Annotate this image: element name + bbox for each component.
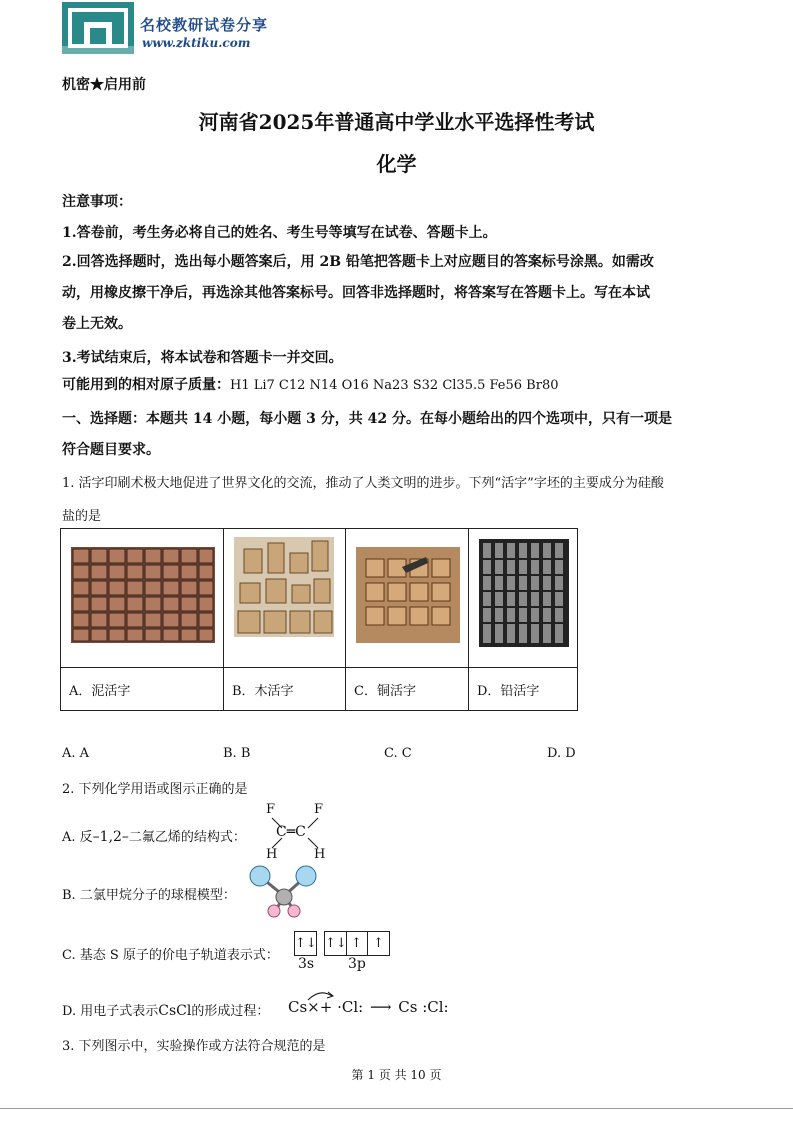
exam-subject: 化学 [376,152,417,176]
orbital-3s: ↑↓ [294,931,317,956]
label-3p: 3p [348,956,366,972]
clay-type-image [61,529,224,668]
wood-type-image [224,529,346,668]
label-3s: 3s [298,956,315,972]
q2-option-a: A. 反–1,2–二氟乙烯的结构式： [62,829,246,845]
bottom-divider [0,1108,793,1109]
q2-option-d: D. 用电子式表示CsCl的形成过程： [62,1003,270,1019]
q1-option-c: C. C [384,746,412,761]
notice-item-3: 3.考试结束后，将本试卷和答题卡一并交回。 [62,350,343,366]
q1-option-a: A. A [62,746,90,761]
electron-formula: Cs×+ ·Cl: ⟶ Cs :Cl: [288,998,449,1016]
page-footer: 第 1 页 共 10 页 [351,1068,442,1082]
logo-icon [62,2,134,54]
orbital-3p-1: ↑↓ [324,931,347,956]
notice-title: 注意事项： [62,194,132,210]
atomic-mass-values: H1 Li7 C12 N14 O16 Na23 S32 Cl35.5 Fe56 Br80 [230,378,559,393]
exam-title: 河南省2025年普通高中学业水平选择性考试 [198,110,595,134]
q3-stem: 3. 下列图示中，实验操作或方法符合规范的是 [62,1039,326,1054]
copper-type-image [346,529,469,668]
q1-stem-line1: 1. 活字印刷术极大地促进了世界文化的交流，推动了人类文明的进步。下列“活字”字坯的主要成分为硅酸 [62,476,664,491]
electron-transfer-arrow-icon [306,990,336,1002]
brand-name: 名校教研试卷分享 [140,16,269,34]
q1-option-d: D. D [547,746,576,761]
notice-item-1: 1.答卷前，考生务必将自己的姓名、考生号等填写在试卷、答题卡上。 [62,225,497,241]
table-label-c: C．铜活字 [346,668,469,711]
q1-image-table [60,528,578,711]
section-1-heading: 一、选择题：本题共 14 小题，每小题 3 分，共 42 分。在每小题给出的四个选项中，只有一项是 符合题目要求。 [62,411,672,458]
orbital-3p-2: ↑ [346,931,368,956]
table-label-b: B．木活字 [224,668,346,711]
lead-type-image [469,529,578,668]
brand-url: www.zktiku.com [142,36,251,50]
q1-option-b: B. B [223,746,251,761]
q1-stem-line2: 盐的是 [62,509,102,524]
f-top-right: F [314,802,324,817]
notice-item-2: 2.回答选择题时，选出每小题答案后，用 2B 铅笔把答题卡上对应题目的答案标号涂黑。如需改 动，用橡皮擦干净后，再选涂其他答案标号。回答非选择题时，将答案写在答题卡上。写在本试 卷上无效。 [62,254,654,332]
h-bottom-right: H [314,847,326,862]
table-label-a: A．泥活字 [61,668,224,711]
q2-option-b: B. 二氯甲烷分子的球棍模型： [62,888,236,903]
cc-double-bond: C═C [276,824,306,840]
q2-stem: 2. 下列化学用语或图示正确的是 [62,782,248,797]
q2-option-c: C. 基态 S 原子的价电子轨道表示式： [62,948,279,963]
h-bottom-left: H [266,847,278,862]
orbital-3p-3: ↑ [368,931,390,956]
secret-label: 机密★启用前 [62,77,146,93]
f-top-left: F [266,802,276,817]
structure-bonds [262,812,326,852]
atomic-mass-line: 可能用到的相对原子质量：H1 Li7 C12 N14 O16 Na23 S32 Cl35.5 Fe56 Br80 [62,377,559,393]
ball-stick-model-icon [246,864,320,920]
table-label-d: D．铅活字 [469,668,578,711]
